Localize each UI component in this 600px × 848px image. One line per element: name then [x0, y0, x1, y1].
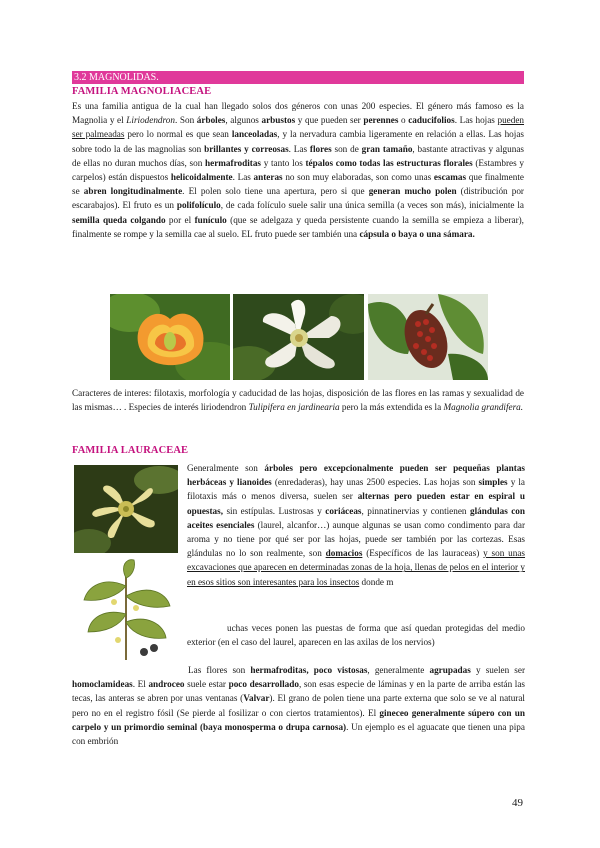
text-run: . Las — [232, 172, 254, 183]
text-run: flores — [309, 143, 332, 154]
text-run: Tulipifera en jardinearia — [248, 402, 340, 413]
text-run: donde m — [359, 576, 394, 587]
text-run: hermafroditas, poco vistosas — [250, 665, 368, 675]
text-run: , bastante atractivas y algunas de ellas no duran muchos días, son — [72, 143, 524, 168]
text-run: (enredaderas), hay unas 2500 especies. Las hojas son — [271, 477, 479, 488]
text-run: coriáceas — [325, 505, 362, 516]
text-run: . Un ejemplo es el aguacate que tienen una pipa con embrión — [72, 721, 525, 747]
text-run: semilla queda colgando — [72, 214, 166, 225]
page-number: 49 — [512, 797, 523, 809]
text-run: poco desarrollado — [228, 679, 299, 690]
text-run: por el — [165, 214, 195, 225]
text-run: Generalmente son — [187, 463, 265, 473]
text-run: Liriodendron — [126, 115, 175, 126]
text-run: alternas pero pueden estar en espiral u opuestas, — [187, 491, 525, 516]
text-run: gineceo generalmente súpero con un carpelo y un primordio seminal (baya monosperma o drupa carnosa) — [72, 707, 525, 732]
text-run: , y la nervadura cambia ligeramente en relación a ellas. Las hojas sobre todo la de las magnolias son — [72, 129, 524, 154]
text-run: simples — [478, 477, 508, 488]
text-run: hermafroditas — [205, 157, 261, 168]
text-run: . El polen solo tiene una apertura, pero si que — [182, 186, 369, 197]
text-run: . Las — [288, 143, 310, 154]
magnoliaceae-caption — [72, 386, 524, 414]
text-run: Magnolia grandifera. — [443, 402, 524, 413]
text-run: anteras — [253, 172, 283, 183]
magnolia-white-flower-photo — [233, 294, 364, 380]
text-run: Las flores son — [188, 665, 251, 675]
text-run: brillantes y correosas — [204, 143, 289, 154]
text-run: caducifolios — [408, 115, 455, 126]
text-run: sin estípulas. Lustrosas y — [223, 505, 326, 516]
text-run: (Específicos de las lauraceas) — [362, 548, 484, 559]
text-run: pero la más extendida es la — [339, 402, 444, 413]
text-run: y que pueden ser — [295, 115, 364, 126]
text-run: . Son — [174, 115, 197, 126]
tulip-tree-flower-photo — [110, 294, 230, 380]
text-run: domacios — [325, 548, 363, 559]
text-run: son de — [331, 143, 362, 154]
text-run: funículo — [194, 214, 227, 225]
text-run: . Las hojas — [454, 115, 498, 126]
text-run: árboles — [196, 115, 226, 126]
lauraceae-flower-photo — [74, 465, 178, 553]
text-run: abren longitudinalmente — [83, 186, 183, 197]
lauraceae-title: FAMILIA LAURACEAE — [72, 445, 189, 456]
text-run: glándulas con aceites esenciales — [187, 505, 526, 530]
text-run: , generalmente — [367, 665, 430, 675]
text-run: , algunos — [225, 115, 262, 126]
text-run: agrupadas — [429, 665, 471, 675]
text-run: , son esas especie de láminas y en la parte de arriba están las tecas, las anteras se abren por unas ventanas ( — [72, 679, 525, 704]
text-run: , de cada folículo suele salir una única semilla (a veces son más), inicialmente la — [220, 200, 524, 211]
text-run: y tanto los — [260, 157, 306, 168]
text-run: escamas — [433, 172, 467, 183]
section-heading-bar: 3.2 MAGNOLIDAS. — [72, 71, 524, 84]
magnolia-fruit-cone-photo — [368, 294, 488, 380]
text-run: ). El grano de polen tiene una parte externa que solo se ve al natural pero no en el registro fósil (Se pierde al fosilizar o con ciertos tratamientos). El — [72, 693, 525, 718]
text-run: no son muy elaboradas, son como unas — [282, 172, 434, 183]
text-run: perennes — [363, 115, 399, 126]
lauraceae-description — [187, 461, 525, 589]
text-run: suele estar — [184, 679, 229, 690]
text-run: Es una familia antigua de la cual han llegado solos dos géneros con unas 200 especies. El género más famoso es la Magnolia y el — [72, 101, 524, 126]
text-run: árboles pero excepcionalmente pueden ser pequeñas plantas herbáceas y lianoides — [187, 463, 525, 488]
text-run: pero lo normal es que sean — [124, 129, 232, 140]
text-run: Caracteres de interes: filotaxis, morfología y caducidad de las hojas, disposición de las flores en las ramas y sexualidad de las mismas… . Especies de interés liriodendron — [72, 388, 524, 413]
laurel-botanical-illustration — [74, 556, 178, 664]
text-run: gran tamaño — [361, 143, 413, 154]
text-run: polifolículo — [176, 200, 221, 211]
text-run: helicoidalmente — [170, 172, 233, 183]
magnoliaceae-description — [72, 99, 524, 241]
text-run: lanceoladas — [231, 129, 278, 140]
text-run: , pinnatinervias y contienen — [361, 505, 470, 516]
text-run: que finalmente se — [72, 172, 524, 197]
text-run: y son unas excavaciones que aparecen en determinadas zonas de la hoja, llenas de pelos en el interior y en esos sitios son interesantes para los insectos — [187, 548, 526, 587]
text-run: pueden ser palmeadas — [72, 115, 525, 140]
text-run: y suelen ser — [470, 665, 526, 675]
text-run: (laurel, alcanfor…) aunque algunas se usan como condimento para dar aroma y no tiene por qué ser por las hojas, puede ser también por las cortezas. Esas glándulas no lo son realmente, son — [187, 519, 526, 559]
text-run: tépalos como todas las estructuras florales — [305, 157, 473, 168]
text-run: (distribución por escarabajos). El fruto es un — [72, 186, 524, 211]
text-run: . El — [132, 679, 149, 690]
text-run: (que se adelgaza y queda persistente cuando la semilla se empieza a liberar), finalmente se rompe y la semilla cae al suelo. EL fruto puede ser también una — [72, 214, 524, 239]
lauraceae-flowers-description — [72, 663, 525, 748]
text-run: (Estambres y carpelos) están dispuestos — [72, 157, 524, 183]
text-run: o — [398, 115, 409, 126]
text-run: arbustos — [261, 115, 296, 126]
text-run: cápsula o baya o una sámara. — [359, 228, 475, 239]
text-run: Valvar — [243, 693, 270, 704]
text-run: generan mucho polen — [368, 186, 457, 197]
lauraceae-description-continued: uchas veces ponen las puestas de forma que así quedan protegidas del medio exterior (en el caso del laurel, aparecen en las axilas de los nervios) — [187, 623, 525, 648]
text-run: homoclamideas — [72, 679, 133, 690]
text-run: androceo — [148, 679, 185, 690]
text-run: y la filotaxis más o menos diversa, suelen ser — [187, 477, 525, 502]
magnoliaceae-title: FAMILIA MAGNOLIACEAE — [72, 86, 212, 97]
